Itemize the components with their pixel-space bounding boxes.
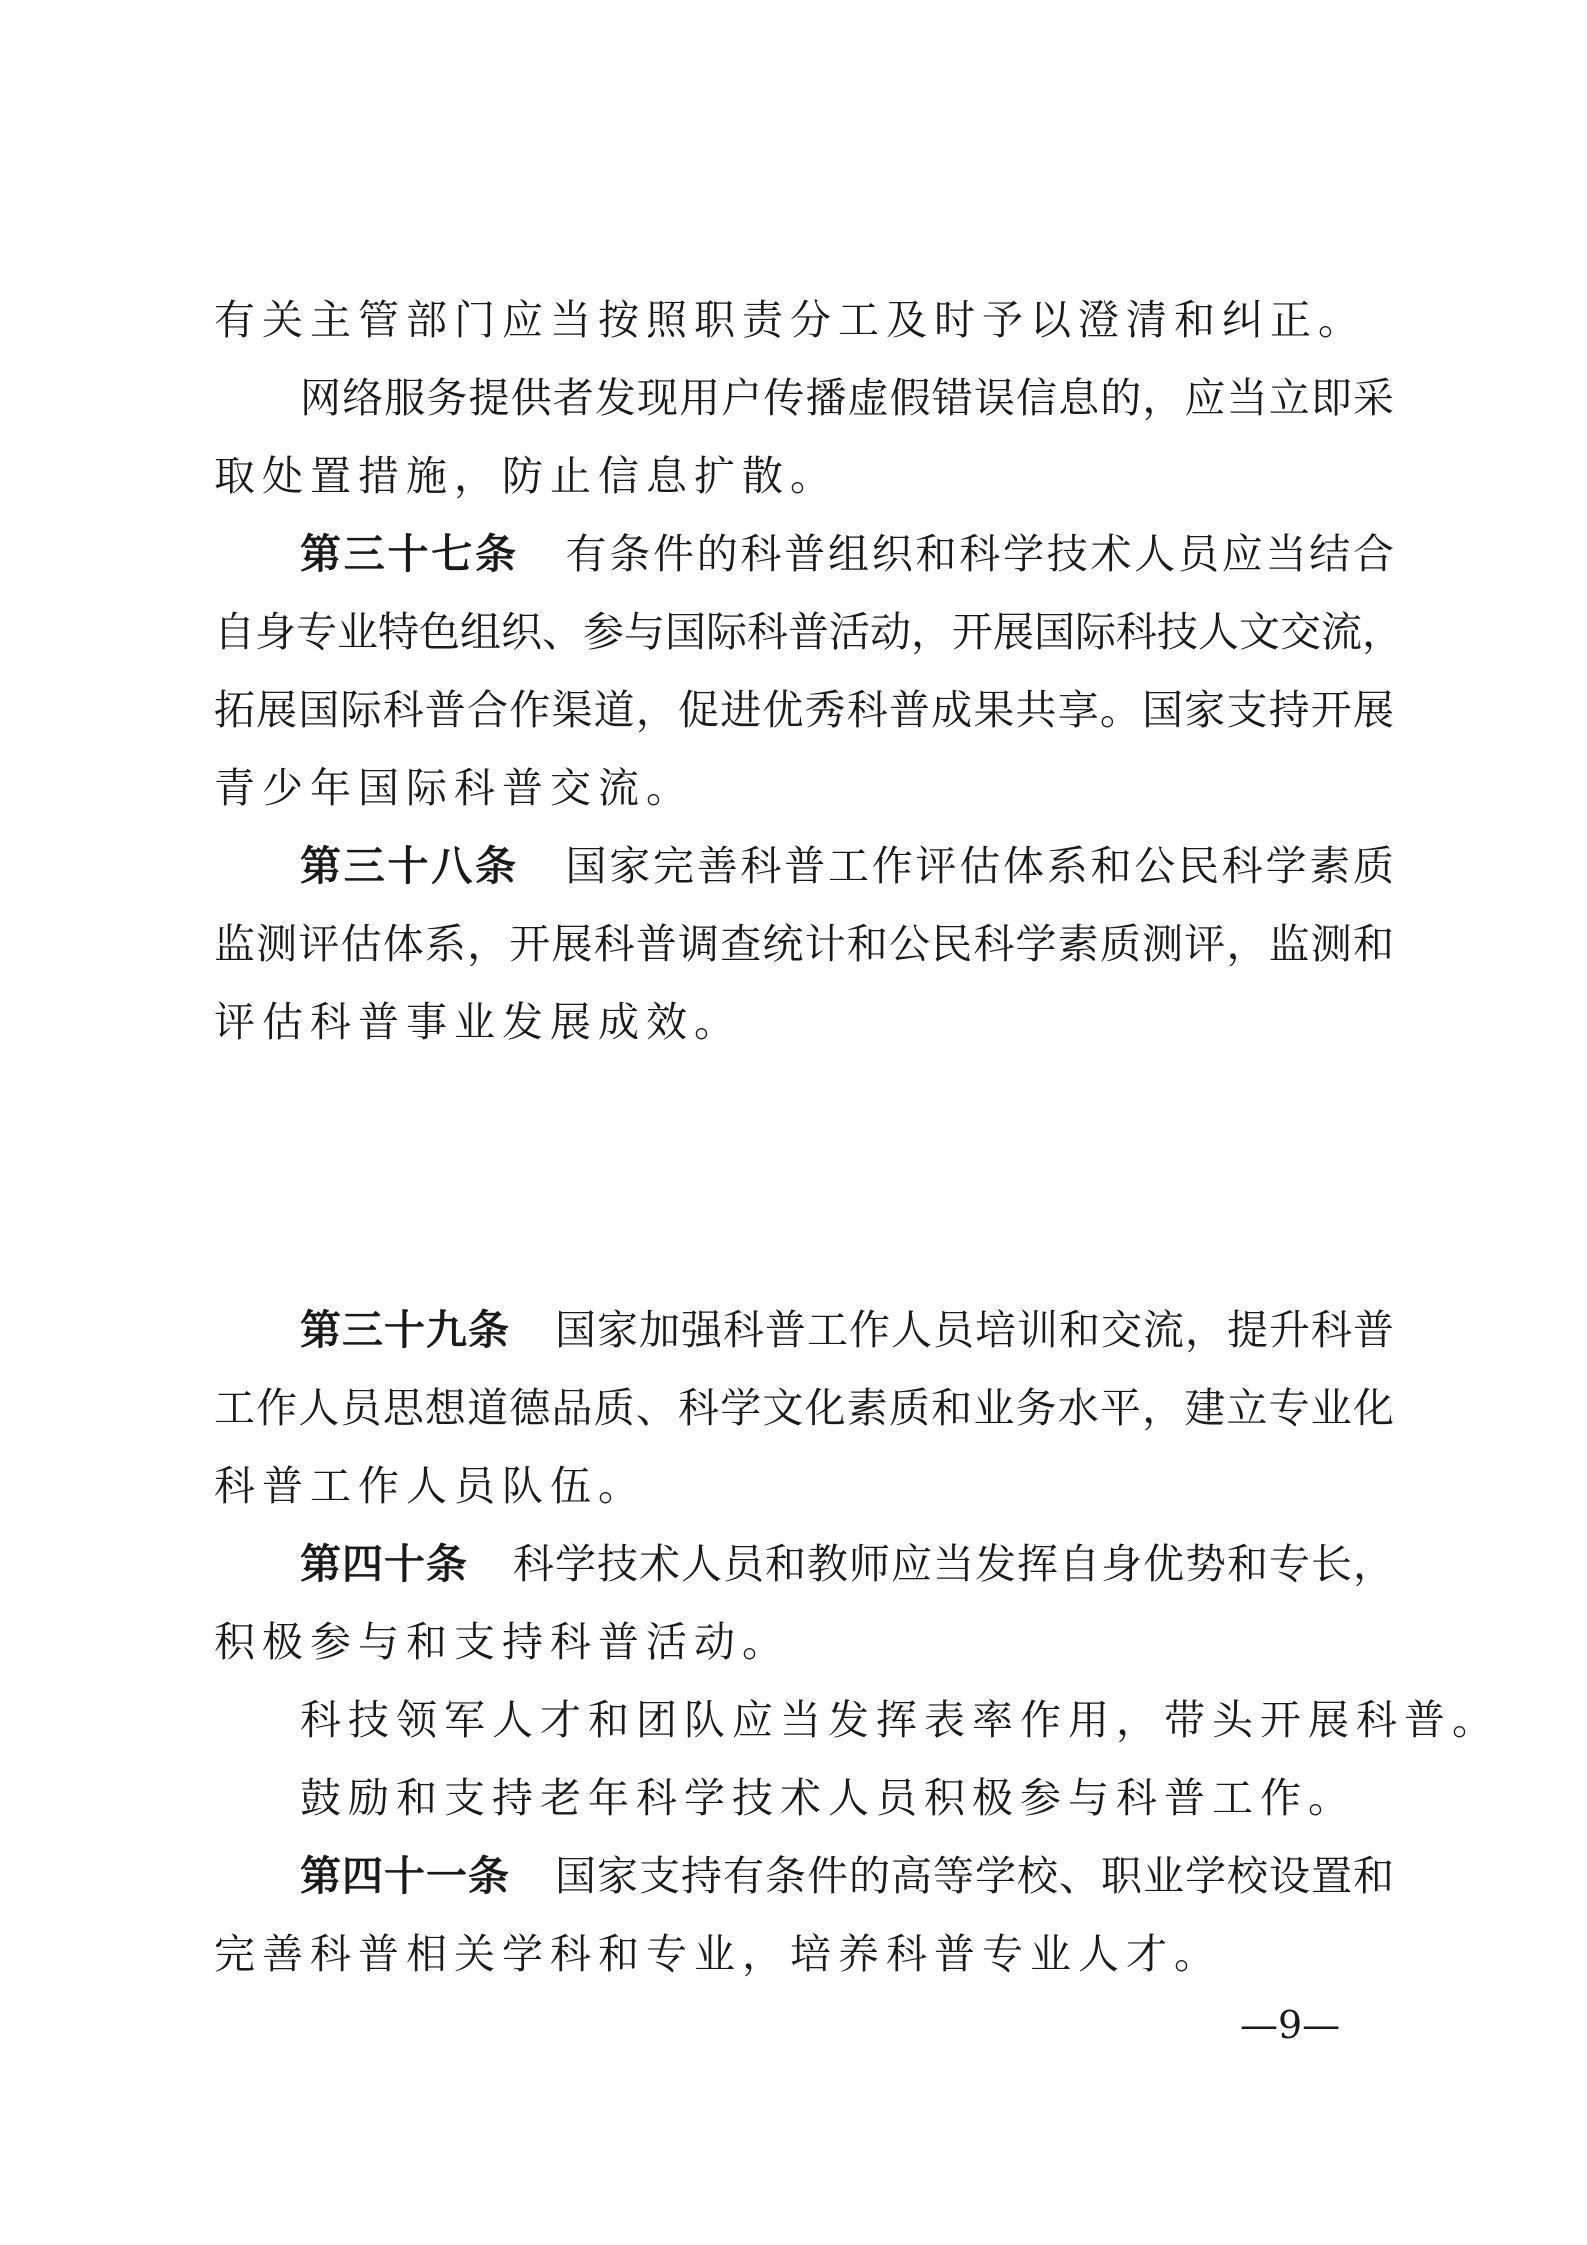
- line-text: 科技领军人才和团队应当发挥表率作用，带头开展科普。: [300, 1696, 1500, 1744]
- line-text: 自身专业特色组织、参与国际科普活动，开展国际科技人文交流，: [214, 608, 1403, 656]
- line-text: 取处置措施，防止信息扩散。: [214, 452, 838, 500]
- line-text: 国家完善科普工作评估体系和公民科学素质: [562, 842, 1394, 890]
- text-line: [300, 1690, 1500, 1750]
- article-title: 第四十条: [300, 1540, 468, 1588]
- page-number: —9—: [1240, 2003, 1341, 2047]
- chapter-heading: [0, 1140, 1587, 1200]
- text-line: [214, 602, 1403, 662]
- text-line: [214, 1612, 1394, 1672]
- article-39-heading-line: [300, 1300, 1394, 1360]
- line-text: 积极参与和支持科普活动。: [214, 1618, 790, 1666]
- line-text: 科学技术人员和教师应当发挥自身优势和专长，: [512, 1540, 1394, 1588]
- line-text: 监测评估体系，开展科普调查统计和公民科学素质测评，监测和: [214, 920, 1394, 968]
- text-line: [214, 680, 1394, 740]
- text-line: [214, 758, 1394, 818]
- text-line: [214, 1456, 1394, 1516]
- article-38-heading-line: [300, 836, 1394, 896]
- article-title: 第三十八条: [300, 842, 519, 890]
- text-line: [214, 446, 1394, 506]
- article-title: 第三十七条: [300, 530, 519, 578]
- line-text: 完善科普相关学科和专业，培养科普专业人才。: [214, 1930, 1222, 1978]
- article-41-heading-line: [300, 1846, 1394, 1906]
- line-text: 青少年国际科普交流。: [214, 764, 694, 812]
- text-line: [214, 992, 1394, 1052]
- text-line: [300, 368, 1394, 428]
- text-line: [214, 914, 1394, 974]
- line-text: 国家支持有条件的高等学校、职业学校设置和: [554, 1852, 1394, 1900]
- line-text: 国家加强科普工作人员培训和交流，提升科普: [554, 1306, 1394, 1354]
- line-text: 评估科普事业发展成效。: [214, 998, 742, 1046]
- text-line: [214, 1924, 1394, 1984]
- line-text: 工作人员思想道德品质、科学文化素质和业务水平，建立专业化: [214, 1384, 1394, 1432]
- text-line: [214, 290, 1394, 350]
- line-text: 拓展国际科普合作渠道，促进优秀科普成果共享。国家支持开展: [214, 686, 1394, 734]
- article-40-heading-line: [300, 1534, 1394, 1594]
- line-text: 鼓励和支持老年科学技术人员积极参与科普工作。: [300, 1774, 1356, 1822]
- article-title: 第三十九条: [300, 1306, 510, 1354]
- article-title: 第四十一条: [300, 1852, 510, 1900]
- text-line: [214, 1378, 1394, 1438]
- line-text: 科普工作人员队伍。: [214, 1462, 646, 1510]
- article-37-heading-line: [300, 524, 1394, 584]
- line-text: 网络服务提供者发现用户传播虚假错误信息的，应当立即采: [300, 374, 1394, 422]
- text-line: [300, 1768, 1394, 1828]
- line-text: 有条件的科普组织和科学技术人员应当结合: [562, 530, 1394, 578]
- line-text: 有关主管部门应当按照职责分工及时予以澄清和纠正。: [214, 296, 1366, 344]
